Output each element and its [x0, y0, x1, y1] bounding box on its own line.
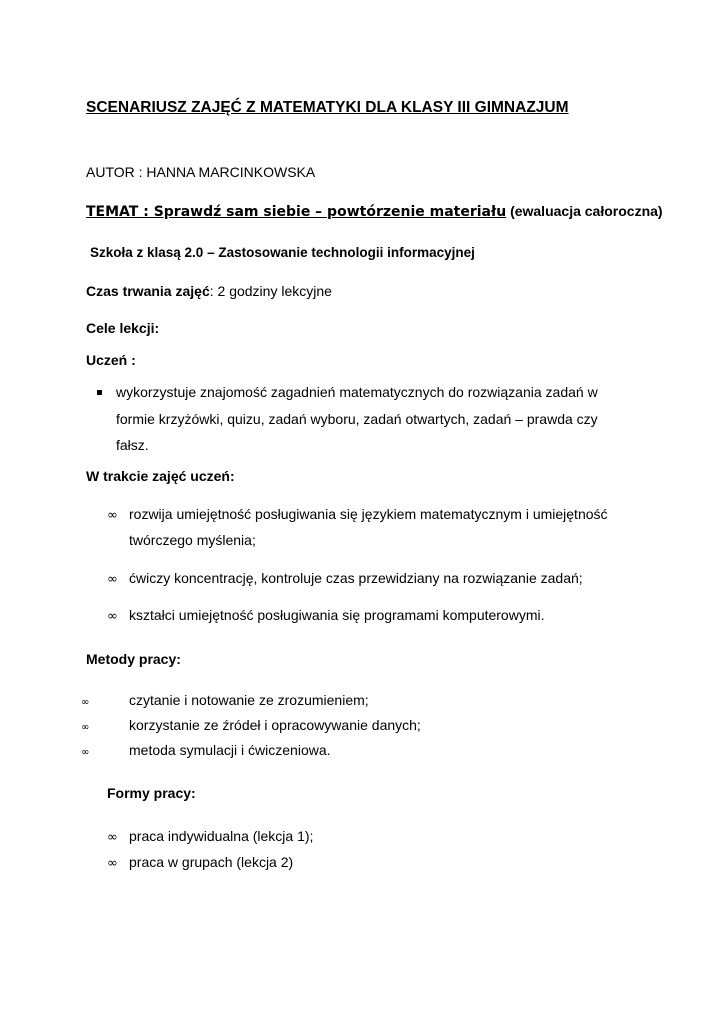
topic-line	[86, 203, 663, 220]
list-item-line: formie krzyżówki, quizu, zadań wyboru, zadań otwartych, zadań – prawda czy	[116, 411, 598, 427]
infinity-bullet-icon: ∞	[107, 572, 118, 587]
list-item-line: kształci umiejętność posługiwania się programami komputerowymi.	[129, 607, 545, 623]
list-item-line: fałsz.	[116, 437, 149, 453]
during-heading: W trakcie zajęć uczeń:	[86, 468, 235, 484]
list-item-line: wykorzystuje znajomość zagadnień matematycznych do rozwiązania zadań w	[116, 384, 598, 400]
infinity-bullet-icon: ∞	[81, 747, 90, 758]
square-bullet-icon	[97, 390, 102, 395]
method-item: czytanie i notowanie ze zrozumieniem;	[129, 692, 369, 708]
duration-value: : 2 godziny lekcyjne	[209, 283, 332, 299]
infinity-bullet-icon: ∞	[81, 722, 90, 733]
author-line: AUTOR : HANNA MARCINKOWSKA	[86, 164, 316, 180]
duration-line	[86, 283, 332, 299]
topic-suffix: (ewaluacja całoroczna)	[510, 203, 663, 219]
document-title: SCENARIUSZ ZAJĘĆ Z MATEMATYKI DLA KLASY III GIMNAZJUM	[86, 99, 569, 116]
infinity-bullet-icon: ∞	[81, 697, 90, 708]
school-line: Szkoła z klasą 2.0 – Zastosowanie technologii informacyjnej	[90, 245, 475, 260]
list-item-line: twórczego myślenia;	[129, 532, 256, 548]
infinity-bullet-icon: ∞	[107, 609, 118, 624]
list-item-line: ćwiczy koncentrację, kontroluje czas przewidziany na rozwiązanie zadań;	[129, 570, 583, 586]
goals-heading: Cele lekcji:	[86, 320, 160, 336]
method-item: metoda symulacji i ćwiczeniowa.	[129, 742, 331, 758]
forms-heading: Formy pracy:	[107, 785, 196, 801]
list-item-line: rozwija umiejętność posługiwania się językiem matematycznym i umiejętność	[129, 506, 608, 522]
topic-main: TEMAT : Sprawdź sam siebie – powtórzenie materiału	[86, 204, 507, 220]
student-heading: Uczeń :	[86, 352, 136, 368]
form-item: praca w grupach (lekcja 2)	[129, 854, 294, 870]
infinity-bullet-icon: ∞	[107, 508, 118, 523]
duration-label: Czas trwania zajęć	[86, 283, 210, 299]
infinity-bullet-icon: ∞	[107, 830, 118, 845]
infinity-bullet-icon: ∞	[107, 856, 118, 871]
methods-heading: Metody pracy:	[86, 651, 181, 667]
method-item: korzystanie ze źródeł i opracowywanie danych;	[129, 717, 421, 733]
form-item: praca indywidualna (lekcja 1);	[129, 828, 314, 844]
